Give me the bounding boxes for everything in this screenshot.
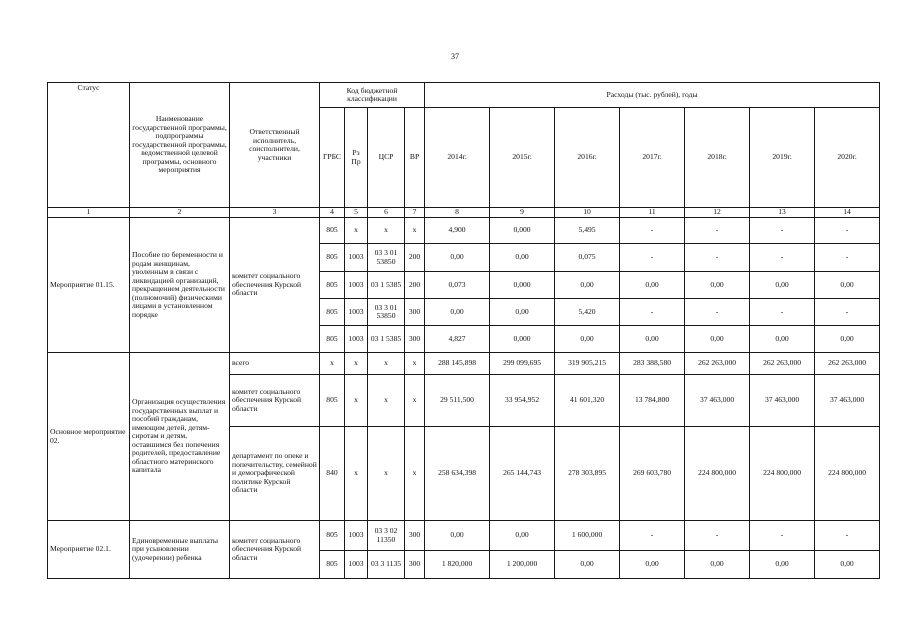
cell-value: 299 099,695	[490, 353, 555, 375]
cell-grbs: 805	[320, 272, 345, 299]
header-year: 2020г.	[815, 108, 880, 208]
header-executor: Ответственный исполнитель, соисполнители, участники	[230, 83, 320, 208]
cell-value: -	[750, 521, 815, 551]
cell-csr: 03 1 5385	[368, 326, 405, 353]
cell-value: 288 145,898	[425, 353, 490, 375]
cell-value: -	[620, 521, 685, 551]
cell-value: 0,000	[490, 218, 555, 244]
cell-csr: 03 1 5385	[368, 272, 405, 299]
cell-vr: 300	[405, 299, 425, 326]
cell-value: 1 600,000	[555, 521, 620, 551]
cell-value: 0,00	[815, 551, 880, 579]
header-year: 2016г.	[555, 108, 620, 208]
cell-value: 0,00	[750, 551, 815, 579]
table-row	[48, 353, 880, 375]
cell-grbs: 805	[320, 521, 345, 551]
row-executor: всего	[230, 353, 320, 375]
cell-grbs: 805	[320, 244, 345, 272]
cell-value: 0,00	[750, 272, 815, 299]
cell-value: -	[685, 299, 750, 326]
cell-value: 319 905,215	[555, 353, 620, 375]
cell-csr: х	[368, 375, 405, 427]
cell-value: 4,900	[425, 218, 490, 244]
cell-value: 0,00	[815, 272, 880, 299]
cell-rzpr: 1003	[345, 272, 368, 299]
cell-csr: х	[368, 218, 405, 244]
cell-vr: 300	[405, 326, 425, 353]
cell-value: -	[620, 218, 685, 244]
cell-value: 224 800,000	[685, 427, 750, 521]
cell-rzpr: 1003	[345, 244, 368, 272]
column-number: 7	[405, 208, 425, 218]
cell-value: -	[685, 244, 750, 272]
cell-rzpr: х	[345, 353, 368, 375]
cell-value: 0,00	[685, 272, 750, 299]
row-executor: департамент по опеке и попечительству, семейной и демографической политике Курской области	[230, 427, 320, 521]
cell-value: 1 200,000	[490, 551, 555, 579]
header-year: 2015г.	[490, 108, 555, 208]
cell-value: -	[815, 299, 880, 326]
cell-value: 0,00	[620, 326, 685, 353]
cell-value: -	[620, 299, 685, 326]
column-number: 4	[320, 208, 345, 218]
header-rzpr: Рз Пр	[345, 108, 368, 208]
cell-value: 13 784,800	[620, 375, 685, 427]
cell-value: 5,420	[555, 299, 620, 326]
column-number: 14	[815, 208, 880, 218]
page-number: 37	[451, 52, 459, 61]
header-year: 2017г.	[620, 108, 685, 208]
column-number: 12	[685, 208, 750, 218]
cell-value: -	[750, 299, 815, 326]
cell-value: 258 634,398	[425, 427, 490, 521]
table-row	[48, 521, 880, 551]
cell-value: 1 820,000	[425, 551, 490, 579]
cell-value: 224 800,000	[750, 427, 815, 521]
cell-value: 278 303,895	[555, 427, 620, 521]
cell-value: 0,00	[620, 272, 685, 299]
cell-grbs: 805	[320, 218, 345, 244]
cell-value: 262 263,000	[815, 353, 880, 375]
cell-value: 0,00	[555, 272, 620, 299]
column-number: 1	[48, 208, 130, 218]
cell-value: -	[815, 521, 880, 551]
cell-csr: 03 3 1135	[368, 551, 405, 579]
cell-value: 0,00	[685, 326, 750, 353]
cell-value: 0,00	[815, 326, 880, 353]
cell-value: -	[620, 244, 685, 272]
column-numbers-row	[48, 208, 880, 218]
cell-csr: 03 3 01 53850	[368, 299, 405, 326]
cell-csr: х	[368, 427, 405, 521]
cell-value: 0,00	[425, 521, 490, 551]
cell-value: 5,495	[555, 218, 620, 244]
row-status: Мероприятие 01.15.	[48, 218, 130, 353]
cell-csr: х	[368, 353, 405, 375]
cell-rzpr: 1003	[345, 521, 368, 551]
cell-value: 0,00	[555, 326, 620, 353]
cell-value: 0,00	[620, 551, 685, 579]
cell-value: 37 463,000	[815, 375, 880, 427]
header-year: 2014г.	[425, 108, 490, 208]
cell-value: 0,00	[490, 521, 555, 551]
cell-rzpr: х	[345, 427, 368, 521]
header-budget-code: Код бюджетной классификации	[320, 83, 425, 108]
cell-value: 265 144,743	[490, 427, 555, 521]
cell-grbs: х	[320, 353, 345, 375]
cell-value: -	[685, 521, 750, 551]
cell-value: 283 388,580	[620, 353, 685, 375]
cell-value: 0,000	[490, 272, 555, 299]
cell-rzpr: 1003	[345, 299, 368, 326]
cell-vr: 300	[405, 521, 425, 551]
column-number: 2	[130, 208, 230, 218]
cell-value: 0,073	[425, 272, 490, 299]
cell-value: -	[750, 244, 815, 272]
header-expenses: Расходы (тыс. рублей), годы	[425, 83, 880, 108]
cell-value: 29 511,500	[425, 375, 490, 427]
row-name: Организация осуществления государственных выплат и пособий гражданам, имеющим детей, детям-сиротам и детям, оставшимся без попечения родителей, предоставление областного материнского капитала	[130, 353, 230, 521]
cell-value: 41 601,320	[555, 375, 620, 427]
cell-rzpr: 1003	[345, 326, 368, 353]
header-status: Статус	[48, 83, 130, 208]
cell-value: 0,075	[555, 244, 620, 272]
cell-value: 4,827	[425, 326, 490, 353]
cell-value: 33 954,952	[490, 375, 555, 427]
cell-value: 37 463,000	[685, 375, 750, 427]
cell-value: 0,00	[555, 551, 620, 579]
cell-value: 224 800,000	[815, 427, 880, 521]
cell-value: 262 263,000	[685, 353, 750, 375]
column-number: 3	[230, 208, 320, 218]
column-number: 9	[490, 208, 555, 218]
cell-grbs: 805	[320, 551, 345, 579]
cell-value: 262 263,000	[750, 353, 815, 375]
table-row	[48, 218, 880, 244]
cell-grbs: 805	[320, 299, 345, 326]
cell-value: 0,00	[750, 326, 815, 353]
header-vr: ВР	[405, 108, 425, 208]
cell-value: 0,00	[490, 244, 555, 272]
cell-value: 269 603,780	[620, 427, 685, 521]
cell-value: 0,00	[685, 551, 750, 579]
cell-value: 0,000	[490, 326, 555, 353]
cell-value: -	[750, 218, 815, 244]
cell-rzpr: х	[345, 218, 368, 244]
row-status: Мероприятие 02.1.	[48, 521, 130, 579]
header-name: Наименование государственной программы, подпрограммы государственной программы, ведомственной целевой программы, основного мероприятия	[130, 83, 230, 208]
header-year: 2018г.	[685, 108, 750, 208]
cell-grbs: 805	[320, 326, 345, 353]
cell-value: 37 463,000	[750, 375, 815, 427]
row-name: Пособие по беременности и родам женщинам, уволенным в связи с ликвидацией организаций, прекращением деятельности (полномочий) физическими лицами в установленном порядке	[130, 218, 230, 353]
row-executor: комитет социального обеспечения Курской области	[230, 218, 320, 353]
cell-value: -	[815, 244, 880, 272]
cell-vr: х	[405, 218, 425, 244]
cell-vr: 300	[405, 551, 425, 579]
row-executor: комитет социального обеспечения Курской области	[230, 521, 320, 579]
cell-value: 0,00	[490, 299, 555, 326]
cell-vr: х	[405, 353, 425, 375]
cell-vr: 200	[405, 272, 425, 299]
header-grbs: ГРБС	[320, 108, 345, 208]
column-number: 11	[620, 208, 685, 218]
cell-vr: х	[405, 427, 425, 521]
row-executor: комитет социального обеспечения Курской области	[230, 375, 320, 427]
column-number: 5	[345, 208, 368, 218]
header-csr: ЦСР	[368, 108, 405, 208]
column-number: 8	[425, 208, 490, 218]
column-number: 6	[368, 208, 405, 218]
column-number: 10	[555, 208, 620, 218]
cell-value: 0,00	[425, 299, 490, 326]
cell-value: -	[815, 218, 880, 244]
cell-vr: х	[405, 375, 425, 427]
cell-csr: 03 3 01 53850	[368, 244, 405, 272]
cell-vr: 200	[405, 244, 425, 272]
cell-value: 0,00	[425, 244, 490, 272]
header-year: 2019г.	[750, 108, 815, 208]
cell-csr: 03 3 02 11350	[368, 521, 405, 551]
cell-grbs: 840	[320, 427, 345, 521]
column-number: 13	[750, 208, 815, 218]
budget-table	[47, 82, 880, 579]
cell-value: -	[685, 218, 750, 244]
cell-grbs: 805	[320, 375, 345, 427]
row-name: Единовременные выплаты при усыновлении (удочерении) ребенка	[130, 521, 230, 579]
row-status: Основное мероприятие 02.	[48, 353, 130, 521]
cell-rzpr: 1003	[345, 551, 368, 579]
cell-rzpr: х	[345, 375, 368, 427]
